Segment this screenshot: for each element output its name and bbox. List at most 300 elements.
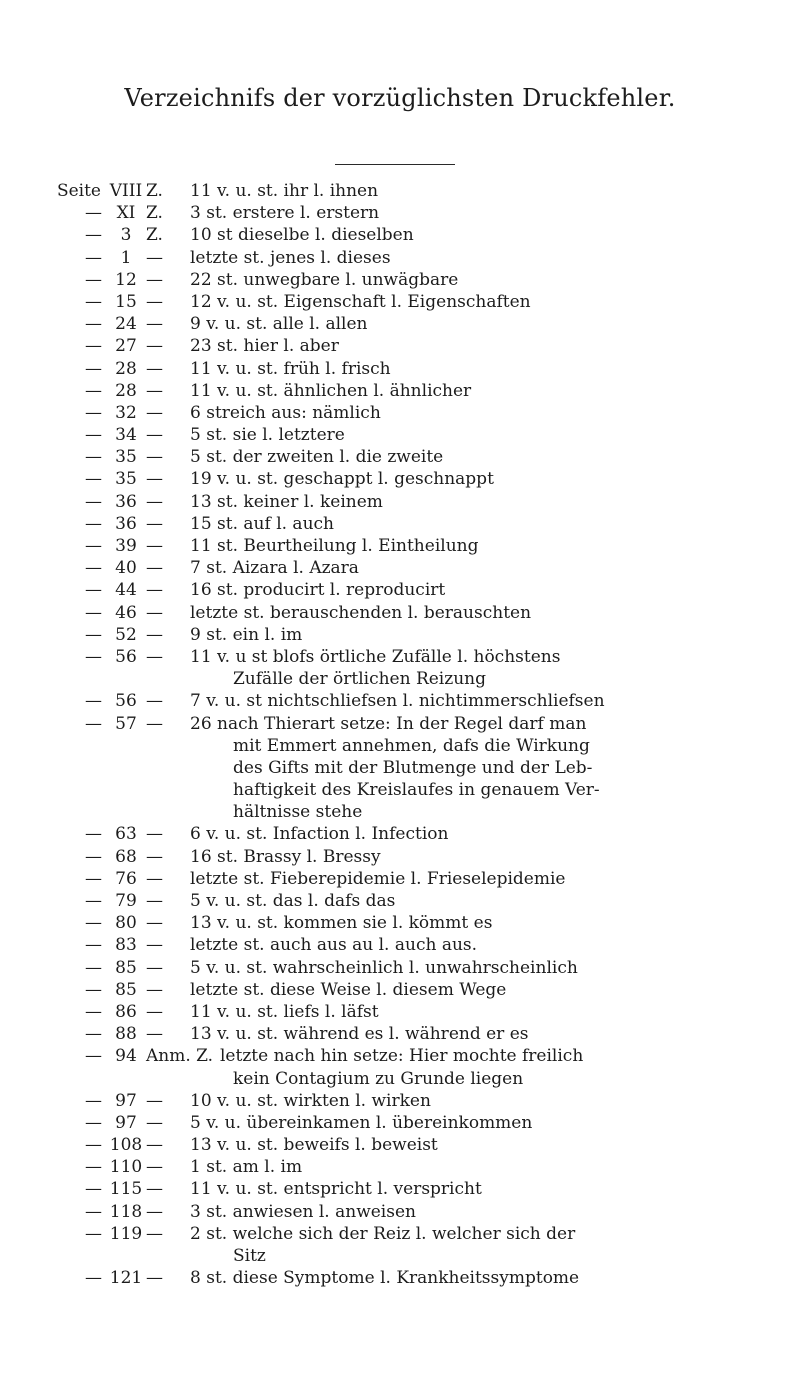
line-sep: — bbox=[146, 935, 163, 956]
correction-text bbox=[190, 979, 770, 1001]
line-sep: — bbox=[146, 491, 163, 512]
line-sep: Z. bbox=[146, 181, 163, 201]
correction-text bbox=[190, 380, 770, 402]
line-sep: — bbox=[146, 1157, 163, 1178]
correction-text bbox=[190, 602, 770, 624]
errata-row bbox=[0, 1023, 800, 1045]
errata-row bbox=[0, 468, 800, 490]
page-ref bbox=[0, 602, 145, 624]
page-ref bbox=[0, 247, 145, 269]
line-sep: — bbox=[146, 624, 163, 645]
line-ref bbox=[146, 890, 190, 912]
line-sep: — bbox=[146, 957, 163, 978]
line-ref bbox=[146, 1134, 190, 1156]
page-number: 83 bbox=[115, 935, 137, 956]
errata-continuation bbox=[0, 668, 800, 690]
line-sep: Anm. Z. bbox=[146, 1046, 214, 1067]
page-ref bbox=[0, 468, 145, 490]
page-number: 35 bbox=[115, 469, 137, 490]
line-ref bbox=[146, 624, 190, 646]
line-sep: — bbox=[146, 979, 163, 1000]
page-number: 36 bbox=[115, 513, 137, 534]
errata-row bbox=[0, 446, 800, 468]
correction-body: letzte nach hin setze: Hier mochte freilich bbox=[220, 1046, 584, 1067]
line-number: 5 bbox=[190, 447, 201, 468]
errata-row bbox=[0, 291, 800, 313]
correction-body: v. u. st. früh l. frisch bbox=[217, 358, 391, 379]
page-number: 97 bbox=[115, 1090, 137, 1111]
page-ref bbox=[0, 491, 145, 513]
correction-text bbox=[190, 291, 770, 313]
continuation-text: des Gifts mit der Blutmenge und der Leb- bbox=[233, 757, 593, 778]
correction-body: v. u. st. Infaction l. Infection bbox=[206, 824, 449, 845]
page-number: 118 bbox=[109, 1201, 143, 1222]
correction-text bbox=[190, 491, 770, 513]
errata-row bbox=[0, 424, 800, 446]
page-ref bbox=[0, 291, 145, 313]
line-number: 6 bbox=[190, 824, 201, 845]
line-sep: — bbox=[146, 1223, 163, 1244]
correction-text bbox=[190, 202, 770, 224]
line-ref bbox=[146, 1223, 190, 1245]
correction-text bbox=[190, 690, 770, 712]
page-number: 86 bbox=[115, 1001, 137, 1022]
correction-text bbox=[190, 224, 770, 246]
line-ref bbox=[146, 690, 190, 712]
errata-row bbox=[0, 1001, 800, 1023]
correction-body: st. Aizara l. Azara bbox=[206, 558, 359, 579]
line-ref bbox=[146, 1001, 190, 1023]
page-number: 97 bbox=[115, 1112, 137, 1133]
page-number: 56 bbox=[115, 691, 137, 712]
correction-text bbox=[190, 313, 770, 335]
page-ref bbox=[0, 690, 145, 712]
errata-continuation bbox=[0, 779, 800, 801]
page-number: 52 bbox=[115, 624, 137, 645]
line-ref bbox=[146, 202, 190, 224]
line-sep: — bbox=[146, 602, 163, 623]
correction-text bbox=[190, 180, 770, 202]
lead-dash: — bbox=[85, 913, 102, 934]
line-number: 11 bbox=[190, 358, 212, 379]
lead-dash: — bbox=[85, 402, 102, 423]
correction-body: nach Thierart setze: In der Regel darf man bbox=[217, 713, 587, 734]
page-ref bbox=[0, 1223, 145, 1245]
line-ref bbox=[146, 602, 190, 624]
errata-row bbox=[0, 180, 800, 202]
correction-body: v. u. st. alle l. allen bbox=[206, 314, 368, 335]
page-ref bbox=[0, 579, 145, 601]
lead-dash: — bbox=[85, 336, 102, 357]
line-sep: — bbox=[146, 314, 163, 335]
lead-dash: — bbox=[85, 1112, 102, 1133]
correction-text bbox=[190, 424, 770, 446]
page-ref bbox=[0, 180, 145, 202]
errata-row bbox=[0, 579, 800, 601]
line-number: 11 bbox=[190, 536, 212, 556]
errata-row bbox=[0, 1045, 800, 1067]
correction-body: st. welche sich der Reiz l. welcher sich der bbox=[206, 1223, 576, 1244]
page-ref bbox=[0, 957, 145, 979]
errata-row bbox=[0, 402, 800, 424]
page-number: 28 bbox=[115, 380, 137, 401]
correction-text bbox=[190, 446, 770, 468]
correction-text bbox=[190, 1134, 770, 1156]
correction-text bbox=[220, 1045, 800, 1067]
lead-dash: — bbox=[85, 558, 102, 579]
lead-dash: — bbox=[85, 425, 102, 446]
line-number: letzte bbox=[190, 602, 239, 623]
seite-label: Seite bbox=[56, 181, 101, 201]
correction-body: st. unwegbare l. unwägbare bbox=[217, 269, 459, 290]
line-number: 11 bbox=[190, 380, 212, 401]
correction-body: v. u st blofs örtliche Zufälle l. höchstens bbox=[217, 646, 561, 667]
continuation-text: hältnisse stehe bbox=[233, 802, 363, 823]
errata-row bbox=[0, 1223, 800, 1245]
line-number: 5 bbox=[190, 891, 201, 911]
page-ref bbox=[0, 535, 145, 557]
errata-row bbox=[0, 979, 800, 1001]
line-number: 5 bbox=[190, 1112, 201, 1133]
correction-body: st. anwiesen l. anweisen bbox=[206, 1201, 416, 1222]
page-ref bbox=[0, 1045, 145, 1067]
line-sep: — bbox=[146, 402, 163, 423]
correction-body: st. der zweiten l. die zweite bbox=[206, 447, 444, 468]
errata-row bbox=[0, 602, 800, 624]
errata-row bbox=[0, 912, 800, 934]
line-sep: — bbox=[146, 536, 163, 556]
lead-dash: — bbox=[85, 846, 102, 867]
page-number: 36 bbox=[115, 491, 137, 512]
correction-body: st. hier l. aber bbox=[217, 336, 339, 357]
page-ref bbox=[0, 979, 145, 1001]
correction-text bbox=[190, 1223, 770, 1245]
errata-row bbox=[0, 957, 800, 979]
correction-text bbox=[190, 846, 770, 868]
line-number: 8 bbox=[190, 1268, 201, 1289]
line-sep: — bbox=[146, 868, 163, 889]
line-number: 12 bbox=[190, 291, 212, 312]
lead-dash: — bbox=[85, 935, 102, 956]
line-ref bbox=[146, 579, 190, 601]
correction-body: v. u. übereinkamen l. übereinkommen bbox=[206, 1112, 533, 1133]
page-number: 85 bbox=[115, 957, 137, 978]
line-number: 22 bbox=[190, 269, 212, 290]
correction-text bbox=[190, 1156, 770, 1178]
line-number: 13 bbox=[190, 913, 212, 934]
line-number: 5 bbox=[190, 425, 201, 446]
page-number: 80 bbox=[115, 913, 137, 934]
correction-text bbox=[190, 358, 770, 380]
page-ref bbox=[0, 446, 145, 468]
correction-body: st. diese Weise l. diesem Wege bbox=[243, 979, 507, 1000]
line-ref bbox=[146, 446, 190, 468]
page-number: 34 bbox=[115, 425, 137, 446]
errata-row bbox=[0, 380, 800, 402]
lead-dash: — bbox=[85, 979, 102, 1000]
line-number: 16 bbox=[190, 846, 212, 867]
line-ref bbox=[146, 269, 190, 291]
line-sep: — bbox=[146, 291, 163, 312]
page-number: 85 bbox=[115, 979, 137, 1000]
page-number: 12 bbox=[115, 269, 137, 290]
lead-dash: — bbox=[85, 824, 102, 845]
page-ref bbox=[0, 1134, 145, 1156]
line-sep: Z. bbox=[146, 225, 163, 246]
line-sep: — bbox=[146, 913, 163, 934]
page-number: VIII bbox=[109, 181, 143, 201]
line-number: 10 bbox=[190, 225, 212, 246]
errata-row bbox=[0, 1134, 800, 1156]
line-sep: — bbox=[146, 513, 163, 534]
line-ref bbox=[146, 868, 190, 890]
page-number: 63 bbox=[115, 824, 137, 845]
errata-continuation bbox=[0, 757, 800, 779]
correction-body: v. u. st. beweifs l. beweist bbox=[217, 1135, 438, 1156]
continuation-text: mit Emmert annehmen, dafs die Wirkung bbox=[233, 735, 590, 756]
correction-body: v. u. st. geschappt l. geschnappt bbox=[217, 469, 494, 490]
line-number: letzte bbox=[190, 868, 239, 889]
page-number: 76 bbox=[115, 868, 137, 889]
correction-text bbox=[190, 1001, 770, 1023]
line-ref bbox=[146, 646, 190, 668]
lead-dash: — bbox=[85, 225, 102, 246]
continuation-text: kein Contagium zu Grunde liegen bbox=[233, 1068, 524, 1089]
lead-dash: — bbox=[85, 203, 102, 224]
page-number: 46 bbox=[115, 602, 137, 623]
line-ref bbox=[146, 979, 190, 1001]
line-ref bbox=[146, 713, 190, 735]
page-number: 68 bbox=[115, 846, 137, 867]
correction-body: v. u. st. ihr l. ihnen bbox=[217, 181, 379, 201]
continuation-text: Sitz bbox=[233, 1246, 266, 1266]
lead-dash: — bbox=[85, 513, 102, 534]
line-number: 23 bbox=[190, 336, 212, 357]
page-ref bbox=[0, 224, 145, 246]
page-number: 79 bbox=[115, 891, 137, 911]
line-sep: — bbox=[146, 358, 163, 379]
page-ref bbox=[0, 890, 145, 912]
page-ref bbox=[0, 934, 145, 956]
correction-text bbox=[190, 335, 770, 357]
page-ref bbox=[0, 380, 145, 402]
errata-row bbox=[0, 557, 800, 579]
correction-body: st. keiner l. keinem bbox=[217, 491, 383, 512]
lead-dash: — bbox=[85, 1223, 102, 1244]
page-number: 35 bbox=[115, 447, 137, 468]
errata-row bbox=[0, 247, 800, 269]
page-ref bbox=[0, 713, 145, 735]
errata-continuation bbox=[0, 801, 800, 823]
lead-dash: — bbox=[85, 624, 102, 645]
lead-dash: — bbox=[85, 447, 102, 468]
correction-body: st. erstere l. erstern bbox=[206, 203, 380, 224]
lead-dash: — bbox=[85, 314, 102, 335]
lead-dash: — bbox=[85, 380, 102, 401]
line-sep: — bbox=[146, 269, 163, 290]
lead-dash: — bbox=[85, 247, 102, 268]
line-sep: — bbox=[146, 824, 163, 845]
line-number: 1 bbox=[190, 1157, 201, 1178]
lead-dash: — bbox=[85, 1001, 102, 1022]
correction-text bbox=[190, 823, 770, 845]
page-number: 119 bbox=[109, 1223, 143, 1244]
page-ref bbox=[0, 269, 145, 291]
page-ref bbox=[0, 335, 145, 357]
line-number: 11 bbox=[190, 1001, 212, 1022]
page-number: 1 bbox=[120, 247, 132, 268]
page-number: 32 bbox=[115, 402, 137, 423]
line-sep: — bbox=[146, 558, 163, 579]
page-number: 94 bbox=[115, 1046, 137, 1067]
line-number: 7 bbox=[190, 691, 201, 712]
errata-row bbox=[0, 513, 800, 535]
page-ref bbox=[0, 1090, 145, 1112]
line-ref bbox=[146, 934, 190, 956]
page-number: 56 bbox=[115, 646, 137, 667]
correction-body: v. u. st. entspricht l. verspricht bbox=[217, 1179, 482, 1200]
page-title: Verzeichnifs der vorzüglichsten Druckfehler. bbox=[124, 84, 676, 112]
lead-dash: — bbox=[85, 1024, 102, 1045]
line-number: 3 bbox=[190, 203, 201, 224]
page-number: 15 bbox=[115, 291, 137, 312]
line-sep: — bbox=[146, 1112, 163, 1133]
continuation-text: haftigkeit des Kreislaufes in genauem Ver- bbox=[233, 780, 600, 801]
lead-dash: — bbox=[85, 957, 102, 978]
page-ref bbox=[0, 1112, 145, 1134]
line-number: 16 bbox=[190, 580, 212, 601]
line-ref bbox=[146, 957, 190, 979]
line-number: 11 bbox=[190, 1179, 212, 1200]
page-number: 108 bbox=[109, 1135, 143, 1156]
line-sep: — bbox=[146, 1024, 163, 1045]
line-sep: — bbox=[146, 1090, 163, 1111]
lead-dash: — bbox=[85, 646, 102, 667]
line-number: 11 bbox=[190, 646, 212, 667]
errata-row bbox=[0, 1112, 800, 1134]
page-number: 40 bbox=[115, 558, 137, 579]
line-ref bbox=[146, 557, 190, 579]
lead-dash: — bbox=[85, 358, 102, 379]
page-number: 121 bbox=[109, 1268, 143, 1289]
errata-row bbox=[0, 313, 800, 335]
page-ref bbox=[0, 1267, 145, 1289]
page-ref bbox=[0, 912, 145, 934]
line-number: 13 bbox=[190, 491, 212, 512]
title-rule bbox=[335, 164, 455, 165]
line-sep: Z. bbox=[146, 203, 163, 224]
line-number: 10 bbox=[190, 1090, 212, 1111]
page-ref bbox=[0, 1201, 145, 1223]
line-sep: — bbox=[146, 891, 163, 911]
errata-row bbox=[0, 335, 800, 357]
line-sep: — bbox=[146, 380, 163, 401]
lead-dash: — bbox=[85, 469, 102, 490]
correction-text bbox=[190, 269, 770, 291]
line-sep: — bbox=[146, 1001, 163, 1022]
correction-body: v. u. st. kommen sie l. kömmt es bbox=[217, 913, 493, 934]
page-ref bbox=[0, 402, 145, 424]
line-sep: — bbox=[146, 713, 163, 734]
correction-text bbox=[190, 1178, 770, 1200]
errata-row bbox=[0, 491, 800, 513]
correction-text bbox=[190, 713, 770, 735]
page-ref bbox=[0, 1178, 145, 1200]
errata-continuation bbox=[0, 1068, 800, 1090]
lead-dash: — bbox=[85, 691, 102, 712]
page-number: 115 bbox=[109, 1179, 143, 1200]
lead-dash: — bbox=[85, 1090, 102, 1111]
correction-body: streich aus: nämlich bbox=[206, 402, 381, 423]
continuation-text: Zufälle der örtlichen Reizung bbox=[233, 669, 486, 690]
errata-row bbox=[0, 1201, 800, 1223]
page-number: 39 bbox=[115, 536, 137, 556]
correction-text bbox=[190, 890, 770, 912]
correction-text bbox=[190, 1023, 770, 1045]
line-ref bbox=[146, 180, 190, 202]
correction-body: v. u. st nichtschliefsen l. nichtimmerschliefsen bbox=[206, 691, 605, 712]
line-number: 9 bbox=[190, 624, 201, 645]
line-sep: — bbox=[146, 646, 163, 667]
lead-dash: — bbox=[85, 580, 102, 601]
page-number: 24 bbox=[115, 314, 137, 335]
line-number: letzte bbox=[190, 979, 239, 1000]
line-ref bbox=[146, 291, 190, 313]
line-number: 9 bbox=[190, 314, 201, 335]
page-ref bbox=[0, 624, 145, 646]
line-sep: — bbox=[146, 425, 163, 446]
page-ref bbox=[0, 1001, 145, 1023]
line-sep: — bbox=[146, 447, 163, 468]
page-ref bbox=[0, 846, 145, 868]
line-number: 19 bbox=[190, 469, 212, 490]
lead-dash: — bbox=[85, 1268, 102, 1289]
page-number: 88 bbox=[115, 1024, 137, 1045]
correction-body: st. am l. im bbox=[206, 1157, 303, 1178]
line-ref bbox=[146, 1267, 190, 1289]
line-ref bbox=[146, 823, 190, 845]
lead-dash: — bbox=[85, 713, 102, 734]
page-ref bbox=[0, 202, 145, 224]
correction-text bbox=[190, 957, 770, 979]
errata-row bbox=[0, 269, 800, 291]
correction-body: v. u. st. während es l. während er es bbox=[217, 1024, 529, 1045]
correction-body: st. diese Symptome l. Krankheitssymptome bbox=[206, 1268, 580, 1289]
correction-text bbox=[190, 1267, 770, 1289]
errata-continuation bbox=[0, 1245, 800, 1267]
page-number: 3 bbox=[120, 225, 132, 246]
correction-text bbox=[190, 912, 770, 934]
line-ref bbox=[146, 468, 190, 490]
correction-text bbox=[190, 1201, 770, 1223]
lead-dash: — bbox=[85, 891, 102, 911]
page-ref bbox=[0, 823, 145, 845]
page-number: 57 bbox=[115, 713, 137, 734]
page-ref bbox=[0, 313, 145, 335]
lead-dash: — bbox=[85, 291, 102, 312]
line-ref bbox=[146, 491, 190, 513]
lead-dash: — bbox=[85, 269, 102, 290]
correction-text bbox=[190, 468, 770, 490]
page-ref bbox=[0, 1023, 145, 1045]
line-number: 26 bbox=[190, 713, 212, 734]
lead-dash: — bbox=[85, 491, 102, 512]
line-number: 11 bbox=[190, 181, 212, 201]
line-ref bbox=[146, 513, 190, 535]
correction-body: st. sie l. letztere bbox=[206, 425, 345, 446]
line-ref bbox=[146, 424, 190, 446]
correction-body: st. Beurtheilung l. Eintheilung bbox=[217, 536, 479, 556]
